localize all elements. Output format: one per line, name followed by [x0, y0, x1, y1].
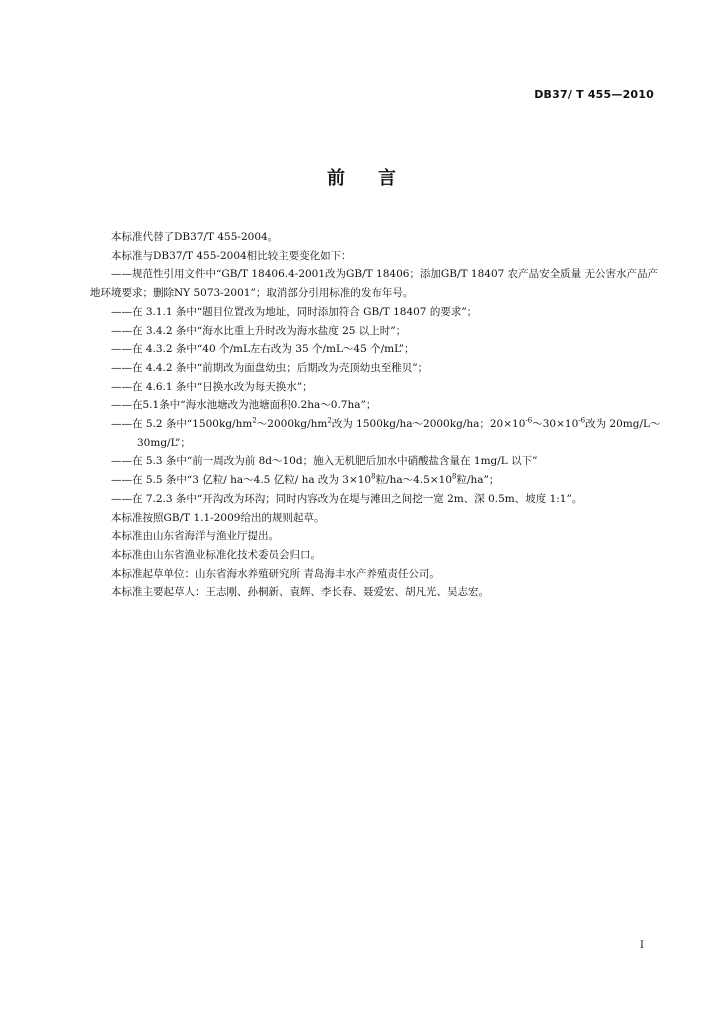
- paragraph-replacement: 本标准代替了DB37/T 455-2004。: [111, 231, 279, 243]
- change-item-4-6-1: ——在 4.6.1 条中“日换水改为每天换水”；: [111, 380, 313, 393]
- page-title: [0, 164, 724, 190]
- change-item-5-1: ——在5.1条中“海水池塘改为池塘面积0.2ha～0.7ha”；: [111, 399, 377, 412]
- page-number: I: [640, 940, 644, 951]
- change-item-5-5: ——在 5.5 条中“3 亿粒/ ha～4.5 亿粒/ ha 改为 $3\times 10^8$粒$/ha\sim 4.5\times 10^8$粒/ha”；: [111, 472, 500, 487]
- paragraph-drafters: 本标准主要起草人：王志刚、孙桐新、袁辉、李长春、聂爱宏、胡凡光、吴志宏。: [111, 586, 489, 599]
- title-part-2: 言: [378, 168, 397, 189]
- change-item-7-2-3: ——在 7.2.3 条中“开沟改为环沟；同时内容改为在堤与滩田之间挖一宽 2m、深 0.5m、坡度 1:1”。: [111, 492, 583, 505]
- standard-code: DB37/ T 455—2010: [534, 88, 654, 101]
- paragraph-drafting-rules: 本标准按照GB/T 1.1-2009给出的规则起草。: [111, 511, 325, 524]
- foreword-body: [90, 228, 662, 602]
- change-item-3-1-1: ——在 3.1.1 条中“题目位置改为地址，同时添加符合 GB/T 18407 的要求”；: [111, 305, 478, 318]
- change-item-5-3: ——在 5.3 条中“前一周改为前 8d～10d；施入无机肥后加水中硝酸盐含量在 1mg/L 以下”: [111, 455, 538, 468]
- change-item-normative-references: ——规范性引用文件中“GB/T 18406.4-2001改为GB/T 18406；添加GB/T 18407 农产品安全质量 无公害水产品产地环境要求；删除NY 5073-2001”；取消部分引用标准的发布年号。: [90, 268, 658, 300]
- paragraph-changes-intro: 本标准与DB37/T 455-2004相比较主要变化如下：: [111, 249, 352, 262]
- paragraph-centralized-by: 本标准由山东省渔业标准化技术委员会归口。: [111, 548, 321, 561]
- change-item-3-4-2: ——在 3.4.2 条中“海水比重上升时改为海水盐度 25 以上时”；: [111, 324, 407, 337]
- change-item-4-3-2: ——在 4.3.2 条中“40 个/mL左右改为 35 个/mL～45 个/mL”；: [111, 343, 415, 356]
- change-item-5-2: ——在 5.2 条中“$1500kg/hm^2\sim 2000kg/hm^2$改为 1500kg/ha～2000kg/ha；$20\times 10^{-6}\sim 30\times 10^{-6}$改为 20mg/L～30mg/L”；: [111, 416, 661, 449]
- title-part-1: 前: [327, 168, 346, 189]
- paragraph-drafting-units: 本标准起草单位：山东省海水养殖研究所 青岛海丰水产养殖责任公司。: [111, 567, 440, 580]
- paragraph-proposer: 本标准由山东省海洋与渔业厅提出。: [111, 530, 279, 543]
- change-item-4-4-2: ——在 4.4.2 条中“前期改为面盘幼虫；后期改为壳顶幼虫至稚贝”；: [111, 361, 429, 374]
